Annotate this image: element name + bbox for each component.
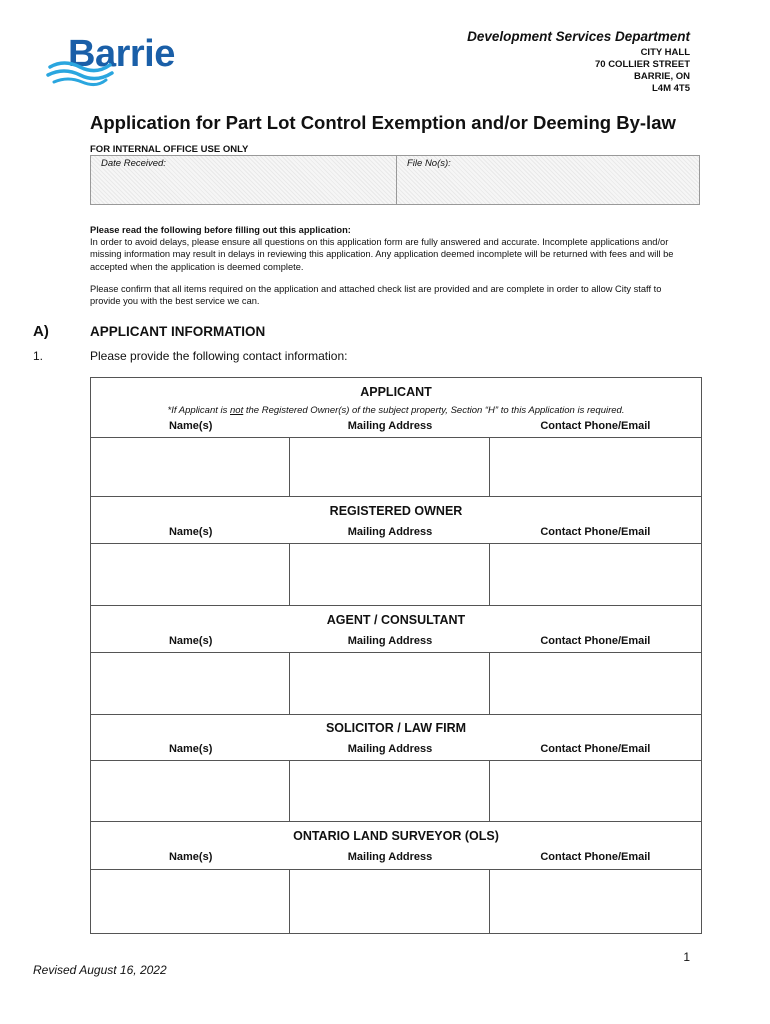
- column-header-name: Name(s): [168, 635, 213, 647]
- column-header-name: Name(s): [168, 743, 213, 755]
- notice-paragraph: In order to avoid delays, please ensure all questions on this application form are fully answered and accurate. Incomplete applications and/or missing information may result in delays in reviewing this application. Any application deemed incomplete will be returned with fees and will be accepted when the application is deemed complete.: [90, 237, 674, 272]
- column-header-address: Mailing Address: [347, 743, 433, 755]
- office-use-label: FOR INTERNAL OFFICE USE ONLY: [90, 144, 249, 155]
- department-name: Development Services Department: [467, 29, 690, 44]
- page-number: 1: [683, 950, 690, 964]
- wave-icon: [46, 61, 116, 87]
- column-header-name: Name(s): [168, 851, 213, 863]
- contact-information-table: [90, 377, 702, 934]
- agent-name-field[interactable]: [91, 653, 290, 714]
- agent-group: [91, 606, 701, 715]
- page-title: Application for Part Lot Control Exemption and/or Deeming By-law: [90, 112, 676, 133]
- section-letter: A): [33, 323, 49, 340]
- date-received-field: Date Received:: [91, 156, 397, 204]
- solicitor-name-field[interactable]: [91, 761, 290, 821]
- surveyor-group: [91, 822, 701, 933]
- section-title: APPLICANT INFORMATION: [90, 324, 266, 339]
- solicitor-address-field[interactable]: [290, 761, 489, 821]
- column-header-contact: Contact Phone/Email: [540, 635, 651, 647]
- notice-paragraph: Please confirm that all items required on the application and attached check list are provided and are complete in order to allow City staff to provide you with the best service we can.: [90, 283, 662, 307]
- column-header-name: Name(s): [168, 420, 213, 432]
- department-block: [467, 29, 690, 95]
- address-line: 70 COLLIER STREET: [594, 59, 690, 70]
- group-title: APPLICANT: [360, 385, 432, 399]
- column-header-address: Mailing Address: [347, 526, 433, 538]
- file-nos-field: File No(s):: [407, 158, 451, 169]
- applicant-name-field[interactable]: [91, 438, 290, 496]
- group-title: REGISTERED OWNER: [329, 504, 463, 518]
- column-header-address: Mailing Address: [347, 851, 433, 863]
- owner-address-field[interactable]: [290, 544, 489, 605]
- address-line: L4M 4T5: [651, 83, 690, 94]
- group-title: AGENT / CONSULTANT: [326, 613, 466, 627]
- column-header-address: Mailing Address: [347, 635, 433, 647]
- column-header-contact: Contact Phone/Email: [540, 851, 651, 863]
- agent-address-field[interactable]: [290, 653, 489, 714]
- group-title: SOLICITOR / LAW FIRM: [325, 721, 467, 735]
- surveyor-contact-field[interactable]: [490, 870, 701, 933]
- registered-owner-group: [91, 497, 701, 606]
- group-title: ONTARIO LAND SURVEYOR (OLS): [293, 829, 499, 843]
- solicitor-group: [91, 715, 701, 822]
- address-line: CITY HALL: [640, 47, 690, 58]
- logo-wordmark: Barrie: [68, 33, 175, 75]
- question-number: 1.: [33, 349, 44, 363]
- applicant-note: *If Applicant is not the Registered Owner(s) of the subject property, Section “H” to this Application is required.: [167, 405, 625, 416]
- question-text: Please provide the following contact information:: [90, 349, 348, 363]
- applicant-contact-field[interactable]: [490, 438, 701, 496]
- column-header-address: Mailing Address: [347, 420, 433, 432]
- column-header-name: Name(s): [168, 526, 213, 538]
- revised-date: Revised August 16, 2022: [33, 963, 167, 977]
- address-line: BARRIE, ON: [634, 71, 690, 82]
- instructions-notice: [90, 224, 692, 317]
- applicant-address-field[interactable]: [290, 438, 489, 496]
- column-header-contact: Contact Phone/Email: [540, 420, 651, 432]
- barrie-logo: [46, 33, 186, 87]
- office-use-box: [90, 155, 700, 205]
- column-header-contact: Contact Phone/Email: [540, 526, 651, 538]
- applicant-group: [91, 378, 701, 497]
- owner-name-field[interactable]: [91, 544, 290, 605]
- surveyor-name-field[interactable]: [91, 870, 290, 933]
- surveyor-address-field[interactable]: [290, 870, 489, 933]
- solicitor-contact-field[interactable]: [490, 761, 701, 821]
- owner-contact-field[interactable]: [490, 544, 701, 605]
- column-header-contact: Contact Phone/Email: [540, 743, 651, 755]
- agent-contact-field[interactable]: [490, 653, 701, 714]
- notice-heading: Please read the following before filling out this application:: [90, 225, 351, 235]
